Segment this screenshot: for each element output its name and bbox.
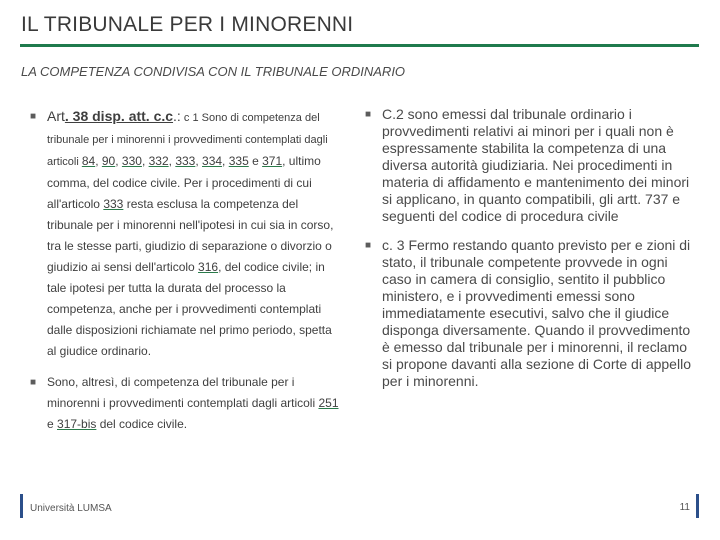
article-reference: . 38 disp. att. c.c (64, 108, 174, 124)
article-suffix: .: (173, 108, 181, 124)
text-segment: , del codice civile; in tale ipotesi per tutta la durata del processo la competenza, anche per i provvedimenti contemplati dalle disposizioni richiamate nel primo periodo, spetta al giudice ordinario. (47, 260, 332, 358)
text-segment: , ultimo comma, del codice civile. Per i procedimenti di cui all'articolo (47, 154, 321, 211)
slide-title: IL TRIBUNALE PER I MINORENNI (21, 13, 354, 36)
link-article-333[interactable]: 333 (175, 154, 196, 168)
comma-label: c 1 (180, 112, 202, 124)
link-article-334[interactable]: 334 (202, 154, 223, 168)
bullet-item-altresi (30, 372, 340, 435)
title-underline (20, 44, 699, 47)
right-column (365, 106, 695, 390)
link-article-317-bis[interactable]: 317-bis (57, 417, 97, 431)
text-segment: del codice civile. (96, 417, 188, 431)
separator: , (195, 154, 203, 168)
link-article-316[interactable]: 316 (198, 260, 219, 274)
footer-left-bar (20, 494, 23, 518)
link-article-335[interactable]: 335 (228, 154, 249, 168)
article-prefix: Art (47, 108, 65, 124)
bullet-item-article-38 (30, 106, 340, 362)
link-article-333-second[interactable]: 333 (103, 197, 124, 211)
link-article-330[interactable]: 330 (121, 154, 142, 168)
link-article-332[interactable]: 332 (148, 154, 169, 168)
link-article-371[interactable]: 371 (262, 154, 283, 168)
square-bullet-icon: ■ (365, 109, 372, 120)
separator: , (95, 154, 102, 168)
separator: , (222, 154, 229, 168)
altresi-paragraph (47, 372, 340, 435)
separator: e (47, 417, 58, 431)
separator: , (115, 154, 122, 168)
separator: , (168, 154, 176, 168)
link-article-84[interactable]: 84 (81, 154, 96, 168)
comma-2-paragraph: C.2 sono emessi dal tribunale ordinario i provvedimenti relativi ai minori per i quali non è espressamente stabilita la competenza di una diversa autorità giudiziaria. Nei procedimenti in materia di affidamento e mantenimento dei minori si applicano, in quanto compatibili, gli artt. 737 e seguenti del codice di procedura civile (382, 106, 690, 224)
slide-subtitle: LA COMPETENZA CONDIVISA CON IL TRIBUNALE ORDINARIO (21, 64, 406, 79)
left-column (30, 106, 340, 435)
bullet-item-comma-3 (365, 237, 695, 390)
article-heading (47, 108, 181, 124)
bullet-item-comma-2 (365, 106, 695, 225)
comma-3-paragraph: c. 3 Fermo restando quanto previsto per e zioni di stato, il tribunale competente provvede in ogni caso in camera di consiglio, sentito il pubblico ministero, e i provvedimenti emessi sono immediatamente esecutivi, salvo che il giudice disponga diversamente. Quando il provvedimento è emesso dal tribunale per i minorenni, il reclamo si propone davanti alla sezione di Corte di appello per i minorenni. (382, 237, 691, 389)
link-article-90[interactable]: 90 (101, 154, 116, 168)
square-bullet-icon: ■ (30, 111, 37, 122)
footer-right-bar (696, 494, 699, 518)
article-38-paragraph (47, 106, 340, 362)
link-article-251[interactable]: 251 (318, 396, 339, 410)
separator: e (248, 154, 263, 168)
separator: , (141, 154, 149, 168)
footer-organization: Università LUMSA (30, 503, 112, 514)
square-bullet-icon: ■ (30, 377, 37, 388)
text-segment: Sono, altresì, di competenza del tribunale per i minorenni i provvedimenti contemplati dagli articoli (47, 375, 319, 410)
page-number: 11 (679, 502, 690, 513)
text-segment: Sono di competenza del tribunale per i minorenni i provvedimenti contemplati dagli articoli (47, 112, 328, 168)
square-bullet-icon: ■ (365, 240, 372, 251)
text-segment: resta esclusa la competenza del tribunale per i minorenni nell'ipotesi in cui sia in corso, tra le stesse parti, giudizio di separazione o divorzio o giudizio ai sensi dell'articolo (47, 197, 334, 274)
